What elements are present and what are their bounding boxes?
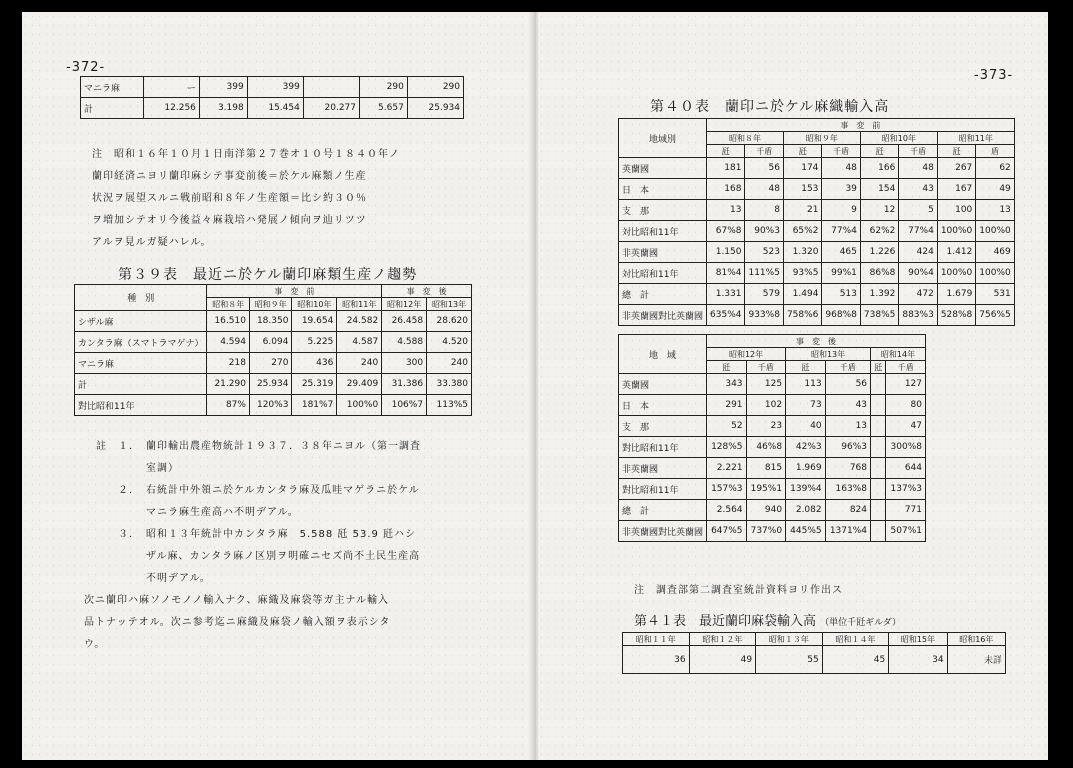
t39-row [75,374,472,395]
table41-title: 第４１表 最近蘭印麻袋輸入高 [634,614,817,629]
t40-cell: 13 [976,200,1014,221]
t40b-cell: 73 [786,395,826,416]
cont-table-row-label: 計 [81,98,144,119]
t39-cell: 270 [249,353,291,374]
cont-table-cell: 399 [199,77,247,98]
t40-cell: 758%6 [783,305,821,326]
t39-cell: 28.620 [427,311,472,332]
t40b-cell: 52 [707,416,747,437]
col-kind: 種 別 [75,285,207,311]
t40b-cell: 127 [886,374,926,395]
t39-cell: 240 [427,353,472,374]
t40b-cell: 824 [825,500,870,521]
t39-cell: 16.510 [207,311,249,332]
t39-cell: 87% [207,395,249,416]
group-after-r: 事 変 後 [707,335,926,348]
t40-cell: 93%5 [783,263,821,284]
t40b-unit: 瓩 [786,361,826,374]
cont-table-cell: 290 [407,77,463,98]
note-left [92,144,502,254]
t39-cell: 4.520 [427,332,472,353]
t41-year: 昭和１１年 [623,633,690,646]
t40b-cell: 2.221 [707,458,747,479]
t39-year: 昭和13年 [427,298,472,311]
t39-cell: 31.386 [382,374,427,395]
t40b-year: 昭和14年 [871,348,926,361]
t40b-cell: 445%5 [786,521,826,542]
t40b-unit: 千盾 [825,361,870,374]
t41-year: 昭和16年 [947,633,1005,646]
t40-cell: 181 [707,158,745,179]
cont-table-row-label: マニラ麻 [81,77,144,98]
t40-unit: 千盾 [745,145,783,158]
t40b-cell: 195%1 [746,479,786,500]
t40-cell: 635%4 [707,305,745,326]
t39-cell: 26.458 [382,311,427,332]
t40-cell: 5 [899,200,937,221]
t40b-unit: 千盾 [746,361,786,374]
t40b-row-label: 英蘭國 [619,374,707,395]
t40b-cell: 128%5 [707,437,747,458]
t40b-cell: 940 [746,500,786,521]
footnote-number: ２． [118,485,140,496]
t40b-cell: 157%3 [707,479,747,500]
t40-row-label: 英蘭國 [619,158,707,179]
t40-row-label: 非英蘭國 [619,242,707,263]
t39-cell: 4.594 [207,332,249,353]
t40b-cell [871,374,886,395]
t40-cell: 174 [783,158,821,179]
t41-value: 55 [756,646,823,674]
t39-cell: 18.350 [249,311,291,332]
t40-cell: 1.392 [860,284,898,305]
cont-table-cell: 290 [360,77,408,98]
t40-cell: 166 [860,158,898,179]
t39-row [75,353,472,374]
t40b-cell: 47 [886,416,926,437]
t40-cell: 99%1 [822,263,860,284]
footnote-body [146,480,420,524]
footnote-body [146,524,420,590]
t40-cell: 8 [745,200,783,221]
t40-cell: 168 [707,179,745,200]
t40-cell: 56 [745,158,783,179]
note-line: 注 昭和１６年１０月１日南洋第２７巻オ１０号１８４０年ノ [92,149,400,160]
col-region: 地域別 [619,119,707,158]
t40-cell: 65%2 [783,221,821,242]
t39-year: 昭和８年 [207,298,249,311]
t40b-row-label: 日 本 [619,395,707,416]
footnote [88,480,508,524]
t40-row-label: 非英蘭國對比英蘭國 [619,305,707,326]
t40b-cell [871,437,886,458]
t39-cell: 106%7 [382,395,427,416]
t40-cell: 267 [937,158,975,179]
cont-table-cell: 25.934 [407,98,463,119]
t39-cell: 19.654 [292,311,337,332]
t41-value: 34 [889,646,947,674]
t39-year: 昭和12年 [382,298,427,311]
t41-year: 昭和１４年 [822,633,889,646]
t40-cell: 472 [899,284,937,305]
page-number-right: -373- [974,68,1014,83]
t40b-cell: 647%5 [707,521,747,542]
t39-cell: 300 [382,353,427,374]
t40-row [619,263,1015,284]
t39-row-label: シザル麻 [75,311,207,332]
cont-table-cell: 5.657 [360,98,408,119]
t40-row [619,179,1015,200]
t40-cell: 48 [899,158,937,179]
t40b-row [619,395,926,416]
t40-unit: 瓩 [860,145,898,158]
t40b-cell: 815 [746,458,786,479]
t39-cell: 24.582 [337,311,382,332]
t40b-cell: 40 [786,416,826,437]
t40b-cell [871,479,886,500]
t40b-cell: 43 [825,395,870,416]
footnote-line: 蘭印輸出農産物統計１９３７．３８年ニヨル（第一調査 [146,441,421,452]
t40b-unit: 瓩 [871,361,886,374]
t40b-row [619,521,926,542]
t40b-cell: 1.969 [786,458,826,479]
t40-cell: 90%3 [745,221,783,242]
t39-cell: 100%0 [337,395,382,416]
t41-value: 49 [689,646,756,674]
t40-cell: 100 [937,200,975,221]
t40b-cell: 96%3 [825,437,870,458]
t40b-cell: 507%1 [886,521,926,542]
t39-cell: 4.587 [337,332,382,353]
t40b-cell [871,458,886,479]
t39-row [75,311,472,332]
t40b-row [619,437,926,458]
t40-cell: 111%5 [745,263,783,284]
t40-cell: 62%2 [860,221,898,242]
footnote-line: 不明デアル。 [146,573,211,584]
table39-title: 第３９表 最近ニ於ケル蘭印麻類生産ノ趨勢 [118,267,418,283]
group-before: 事 変 前 [207,285,382,298]
t39-cell: 21.290 [207,374,249,395]
t39-row [75,332,472,353]
t41-year: 昭和15年 [889,633,947,646]
t40-cell: 738%5 [860,305,898,326]
t40-row [619,200,1015,221]
t40b-cell: 13 [825,416,870,437]
t40-row [619,242,1015,263]
t40-cell: 67%8 [707,221,745,242]
t39-cell: 4.588 [382,332,427,353]
t40-cell: 424 [899,242,937,263]
right-page [538,12,1048,760]
t39-cell: 120%3 [249,395,291,416]
t39-row [75,395,472,416]
t40-cell: 1.320 [783,242,821,263]
t40-cell: 579 [745,284,783,305]
t40b-cell: 771 [886,500,926,521]
t40b-row [619,500,926,521]
t39-cell: 436 [292,353,337,374]
t40b-cell: 125 [746,374,786,395]
cont-table-cell: 15.454 [247,98,303,119]
t40-cell: 86%8 [860,263,898,284]
footnote-line: 右統計中外領ニ於ケルカンタラ麻及瓜哇マゲラニ於ケル [146,485,420,496]
t40-unit: 瓩 [707,145,745,158]
table41-unit: （単位千瓩ギルダ） [820,618,901,628]
footnote [88,524,508,590]
t40b-unit: 千盾 [886,361,926,374]
table40-title: 第４０表 蘭印ニ於ケル麻織輸入高 [650,99,890,115]
t40-unit: 瓩 [783,145,821,158]
t40-cell: 531 [976,284,1014,305]
t40b-cell: 2.564 [707,500,747,521]
t40-row [619,305,1015,326]
t40-row-label: 対比昭和11年 [619,263,707,284]
t40-cell: 21 [783,200,821,221]
t40-cell: 49 [976,179,1014,200]
t40-cell: 100%0 [976,263,1014,284]
t40-cell: 528%8 [937,305,975,326]
t40b-cell: 102 [746,395,786,416]
t40b-cell: 1371%4 [825,521,870,542]
t40-unit: 盾 [976,145,1014,158]
t40b-row [619,458,926,479]
t40b-cell: 737%0 [746,521,786,542]
table39 [74,284,472,416]
footnote-line: マニラ麻生産高ハ不明デアル。 [146,507,299,518]
t40b-row [619,479,926,500]
t40b-cell: 46%8 [746,437,786,458]
t40-cell: 469 [976,242,1014,263]
footnote-number: 註 １． [96,441,140,452]
note-line: ヲ増加シテオリ今後益々麻栽培ハ発展ノ傾向ヲ辿リツツ [92,215,367,226]
col-region2: 地 域 [619,335,707,374]
t40b-row-label: 總 計 [619,500,707,521]
t40-cell: 43 [899,179,937,200]
t40-cell: 39 [822,179,860,200]
note-line: 状況ヲ展望スルニ戦前昭和８年ノ生産額＝比シ約３０％ [92,193,367,204]
t39-cell: 113%5 [427,395,472,416]
cont-table-cell: 20.277 [303,98,359,119]
t40b-cell: 2.082 [786,500,826,521]
t40-row [619,284,1015,305]
t39-row-label: 計 [75,374,207,395]
footnote-line: 昭和１３年統計中カンタラ麻 5.588 瓩 53.9 瓩ハシ [146,529,417,540]
t39-cell: 218 [207,353,249,374]
table40-before [618,118,1015,326]
t39-year: 昭和10年 [292,298,337,311]
t40-cell: 1.331 [707,284,745,305]
t40b-unit: 瓩 [707,361,747,374]
t40b-cell: 139%4 [786,479,826,500]
t40b-cell: 137%3 [886,479,926,500]
cont-table-cell: 12.256 [143,98,199,119]
t40-cell: 933%8 [745,305,783,326]
t40-cell: 513 [822,284,860,305]
cont-table-row [81,77,464,98]
t39-row-label: カンタラ麻（スマトラマゲナ） [75,332,207,353]
t40b-cell: 56 [825,374,870,395]
t40b-cell: 343 [707,374,747,395]
t40-cell: 77%4 [822,221,860,242]
t40-cell: 756%5 [976,305,1014,326]
closing-line: ウ。 [84,639,106,650]
t40b-row-label: 非英蘭國對比英蘭國 [619,521,707,542]
t40b-cell: 291 [707,395,747,416]
footnotes-left [88,436,508,590]
t40b-cell: 113 [786,374,826,395]
table40-after [618,334,926,542]
t41-year: 昭和１２年 [689,633,756,646]
t40b-row-label: 對比昭和11年 [619,437,707,458]
t39-cell: 25.934 [249,374,291,395]
t40-cell: 465 [822,242,860,263]
t40-cell: 1.679 [937,284,975,305]
t39-year: 昭和９年 [249,298,291,311]
cont-table-cell: 3.198 [199,98,247,119]
t40-row [619,158,1015,179]
t40b-cell: 163%8 [825,479,870,500]
t40-cell: 153 [783,179,821,200]
footnote-body [146,436,421,480]
group-after: 事 変 後 [382,285,472,298]
t40b-cell: 23 [746,416,786,437]
page-number-left: -372- [66,60,106,75]
t40-cell: 77%4 [899,221,937,242]
t39-row-label: マニラ麻 [75,353,207,374]
t40b-cell [871,395,886,416]
cont-table-cell: ー [143,77,199,98]
t39-row-label: 對比昭和11年 [75,395,207,416]
t41-value: 未詳 [947,646,1005,674]
t40-unit: 千盾 [899,145,937,158]
t40-year: 昭和８年 [707,132,784,145]
closing-line: 品トナッテオル。次ニ参考迄ニ麻織及麻袋ノ輸入額ヲ表示シタ [84,617,391,628]
t40-cell: 13 [707,200,745,221]
t40-cell: 1.226 [860,242,898,263]
t40b-cell: 80 [886,395,926,416]
note-line: 蘭印経済ニヨリ蘭印麻シテ事変前後＝於ケル麻類ノ生産 [92,171,367,182]
t40-cell: 81%4 [707,263,745,284]
cont-table-row [81,98,464,119]
t40-cell: 100%0 [937,221,975,242]
t40-row-label: 總 計 [619,284,707,305]
t40b-row-label: 支 那 [619,416,707,437]
t40b-cell: 644 [886,458,926,479]
t40b-cell: 42%3 [786,437,826,458]
table41 [622,632,1006,674]
t39-cell: 33.380 [427,374,472,395]
footnote-line: 室調） [146,463,179,474]
t39-cell: 5.225 [292,332,337,353]
t40b-cell [871,416,886,437]
group-before-r: 事 変 前 [707,119,1015,132]
footnote-number: ３． [118,529,140,540]
t40-cell: 883%3 [899,305,937,326]
t41-value: 36 [623,646,690,674]
t40-cell: 100%0 [976,221,1014,242]
t40-row [619,221,1015,242]
t39-cell: 181%7 [292,395,337,416]
t40-cell: 968%8 [822,305,860,326]
note-line: アルヲ見ルガ疑ハレル。 [92,237,212,248]
t40b-row-label: 對比昭和11年 [619,479,707,500]
t40-year: 昭和11年 [937,132,1014,145]
cont-table-cell: 399 [247,77,303,98]
footnote-line: ザル麻、カンタラ麻ノ区別ヲ明確ニセズ尚不土民生産高 [146,551,421,562]
t40b-row-label: 非英蘭國 [619,458,707,479]
t40b-row [619,374,926,395]
t39-cell: 25.319 [292,374,337,395]
t40-cell: 90%4 [899,263,937,284]
continued-table [80,76,464,119]
cont-table-cell [303,77,359,98]
t40-cell: 154 [860,179,898,200]
note-right: 注 調査部第二調査室統計資料ヨリ作出ス [634,585,843,596]
closing-line: 次ニ蘭印ハ麻ソノモノノ輸入ナク、麻織及麻袋等ガ主ナル輸入 [84,595,389,606]
t40-unit: 千盾 [822,145,860,158]
t40-cell: 48 [745,179,783,200]
t40b-year: 昭和12年 [707,348,786,361]
t40-cell: 1.412 [937,242,975,263]
t39-cell: 6.094 [249,332,291,353]
t40b-year: 昭和13年 [786,348,871,361]
t40-cell: 523 [745,242,783,263]
t39-cell: 240 [337,353,382,374]
t40-cell: 62 [976,158,1014,179]
t40-row-label: 対比昭和11年 [619,221,707,242]
t41-year: 昭和１３年 [756,633,823,646]
t40-cell: 100%0 [937,263,975,284]
t40b-cell: 768 [825,458,870,479]
t40-cell: 48 [822,158,860,179]
t40-row-label: 日 本 [619,179,707,200]
left-page [22,12,532,760]
t40-cell: 12 [860,200,898,221]
t40b-row [619,416,926,437]
t40-cell: 1.150 [707,242,745,263]
t40-year: 昭和10年 [860,132,937,145]
t41-value: 45 [822,646,889,674]
t40b-cell [871,521,886,542]
closing-text [84,590,514,656]
t40-cell: 167 [937,179,975,200]
t39-cell: 29.409 [337,374,382,395]
footnote [88,436,508,480]
t39-year: 昭和11年 [337,298,382,311]
t40-unit: 瓩 [937,145,975,158]
t40-cell: 1.494 [783,284,821,305]
t40-row-label: 支 那 [619,200,707,221]
table41-heading [634,610,901,629]
t40-cell: 9 [822,200,860,221]
t40-year: 昭和９年 [783,132,860,145]
t40b-cell: 300%8 [886,437,926,458]
t40b-cell [871,500,886,521]
